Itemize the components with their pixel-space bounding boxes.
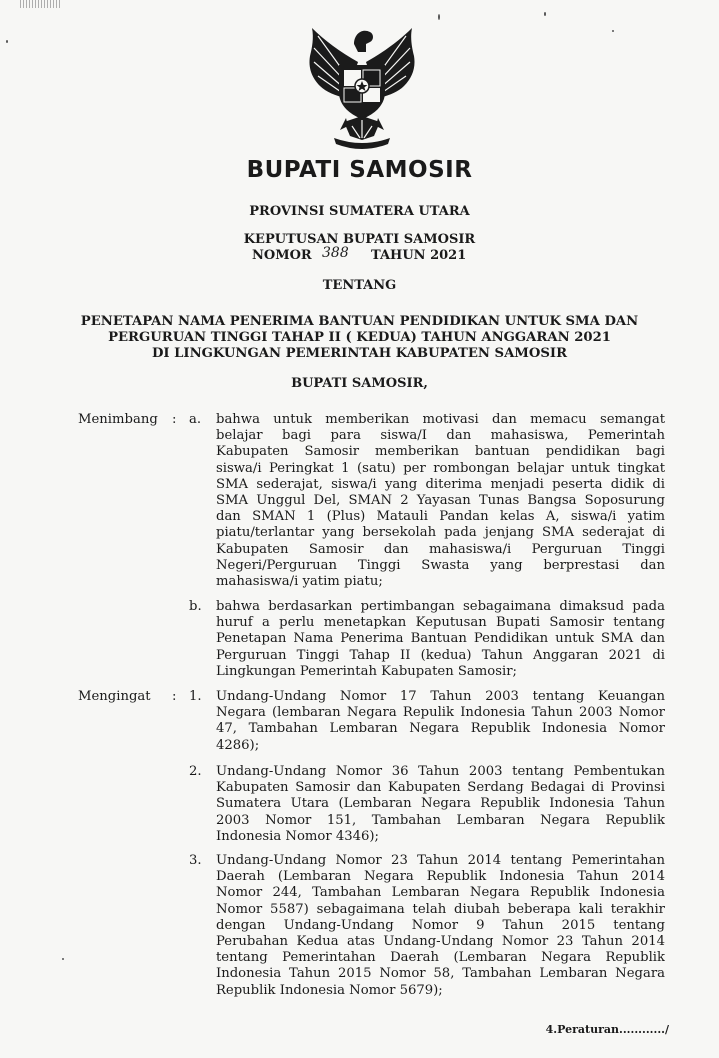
text-line: piatu/terlantar yang bersekolah pada jenjang SMA sederajat di [216,525,665,541]
menimbang-marker-a: a. [189,412,202,427]
tentang-heading: TENTANG [322,278,397,293]
text-line: SMA Unggul Del, SMAN 2 Yayasan Tunas Bangsa Soposurung [216,492,665,508]
text-line: bahwa untuk memberikan motivasi dan memacu semangat [216,412,665,427]
mengingat-marker-3: 3. [189,853,202,868]
text-line: Indonesia Nomor 4346); [216,828,379,844]
text-line: Perubahan Kedua atas Undang-Undang Nomor 23 Tahun 2014 [216,933,665,949]
text-line: Negeri/Perguruan Tinggi Swasta yang berprestasi dan [216,557,665,573]
text-line: bahwa berdasarkan pertimbangan sebagaimana dimaksud pada [216,599,665,614]
scan-speck [612,30,614,32]
text-line: belajar bagi para siswa/I dan mahasiswa, Pemerintah [216,428,665,444]
text-line: 4286); [216,737,260,753]
text-line: Negara (lembaran Negara Repulik Indonesia Tahun 2003 Nomor [216,705,665,721]
decree-title: KEPUTUSAN BUPATI SAMOSIR [243,232,476,247]
text-line: Undang-Undang Nomor 17 Tahun 2003 tentang Keuangan [216,689,665,704]
text-line: Lingkungan Pemerintah Kabupaten Samosir; [216,663,517,679]
scan-speck [6,40,8,43]
text-line: Penetapan Nama Penerima Bantuan Pendidikan untuk SMA dan [216,631,665,647]
text-line: tentang Pemerintahan Daerah (Lembaran Negara Republik [216,950,665,966]
subject-line-2: PERGURUAN TINGGI TAHAP II ( KEDUA) TAHUN ANGGARAN 2021 [108,330,611,345]
mengingat-marker-2: 2. [189,764,202,779]
text-line: Kabupaten Samosir dan Kabupaten Serdang Bedagai di Provinsi [216,780,665,796]
garuda-emblem-icon [300,22,424,150]
scan-speck [544,12,546,16]
text-line: SMA sederajat, siswa/i yang diterima menjadi peserta didik di [216,476,665,492]
menimbang-colon: : [172,412,177,427]
subject-line-3: DI LINGKUNGAN PEMERINTAH KABUPATEN SAMOSIR [151,346,568,361]
text-line: Perguruan Tinggi Tahap II (kedua) Tahun Anggaran 2021 di [216,647,665,663]
menimbang-item-a [216,412,665,590]
text-line: Nomor 5587) sebagaimana telah diubah beberapa kali terakhir [216,901,665,917]
text-line: Daerah (Lembaran Negara Republik Indonesia Tahun 2014 [216,869,665,885]
text-line: Republik Indonesia Nomor 5679); [216,982,443,998]
text-line: Undang-Undang Nomor 36 Tahun 2003 tentang Pembentukan [216,764,665,779]
scan-mark [20,0,62,8]
text-line: dengan Undang-Undang Nomor 9 Tahun 2015 tentang [216,917,665,933]
decree-number-handwritten: 388 [322,245,349,261]
mengingat-item-1 [216,689,665,754]
text-line: Nomor 244, Tambahan Lembaran Negara Republik Indonesia [216,885,665,901]
subject-line-1: PENETAPAN NAMA PENERIMA BANTUAN PENDIDIKAN UNTUK SMA DAN [80,314,639,329]
text-line: 47, Tambahan Lembaran Negara Republik Indonesia Nomor [216,721,665,737]
mengingat-colon: : [172,689,177,704]
mengingat-item-2 [216,764,665,845]
province-name: PROVINSI SUMATERA UTARA [249,204,470,219]
text-line: huruf a perlu menetapkan Keputusan Bupati Samosir tentang [216,615,665,631]
decree-year: TAHUN 2021 [371,248,467,263]
mengingat-marker-1: 1. [189,689,202,704]
text-line: dan SMAN 1 (Plus) Matauli Pandan kelas A, siswa/i yatim [216,509,665,525]
scan-speck [438,14,440,20]
text-line: Kabupaten Samosir dan mahasiswa/i Perguruan Tinggi [216,541,665,557]
text-line: Indonesia Tahun 2015 Nomor 58, Tambahan Lembaran Negara [216,966,665,982]
text-line: 2003 Nomor 151, Tambahan Lembaran Negara Republik [216,812,665,828]
menimbang-item-b [216,599,665,680]
official-heading: BUPATI SAMOSIR, [291,376,428,391]
text-line: Kabupaten Samosir memberikan bantuan pendidikan bagi [216,444,665,460]
text-line: mahasiswa/i yatim piatu; [216,573,383,589]
document-title: BUPATI SAMOSIR [246,157,473,183]
text-line: Undang-Undang Nomor 23 Tahun 2014 tentang Pemerintahan [216,853,665,868]
scan-speck [62,958,64,960]
mengingat-label: Mengingat [78,689,151,704]
menimbang-marker-b: b. [189,599,202,614]
decree-number-label: NOMOR [252,248,312,263]
menimbang-label: Menimbang [78,412,158,427]
text-line: siswa/i Peringkat 1 (satu) per rombongan belajar untuk tingkat [216,460,665,476]
next-page-reference: 4.Peraturan............/ [545,1023,669,1036]
text-line: Sumatera Utara (Lembaran Negara Republik Indonesia Tahun [216,796,665,812]
mengingat-item-3 [216,853,665,999]
